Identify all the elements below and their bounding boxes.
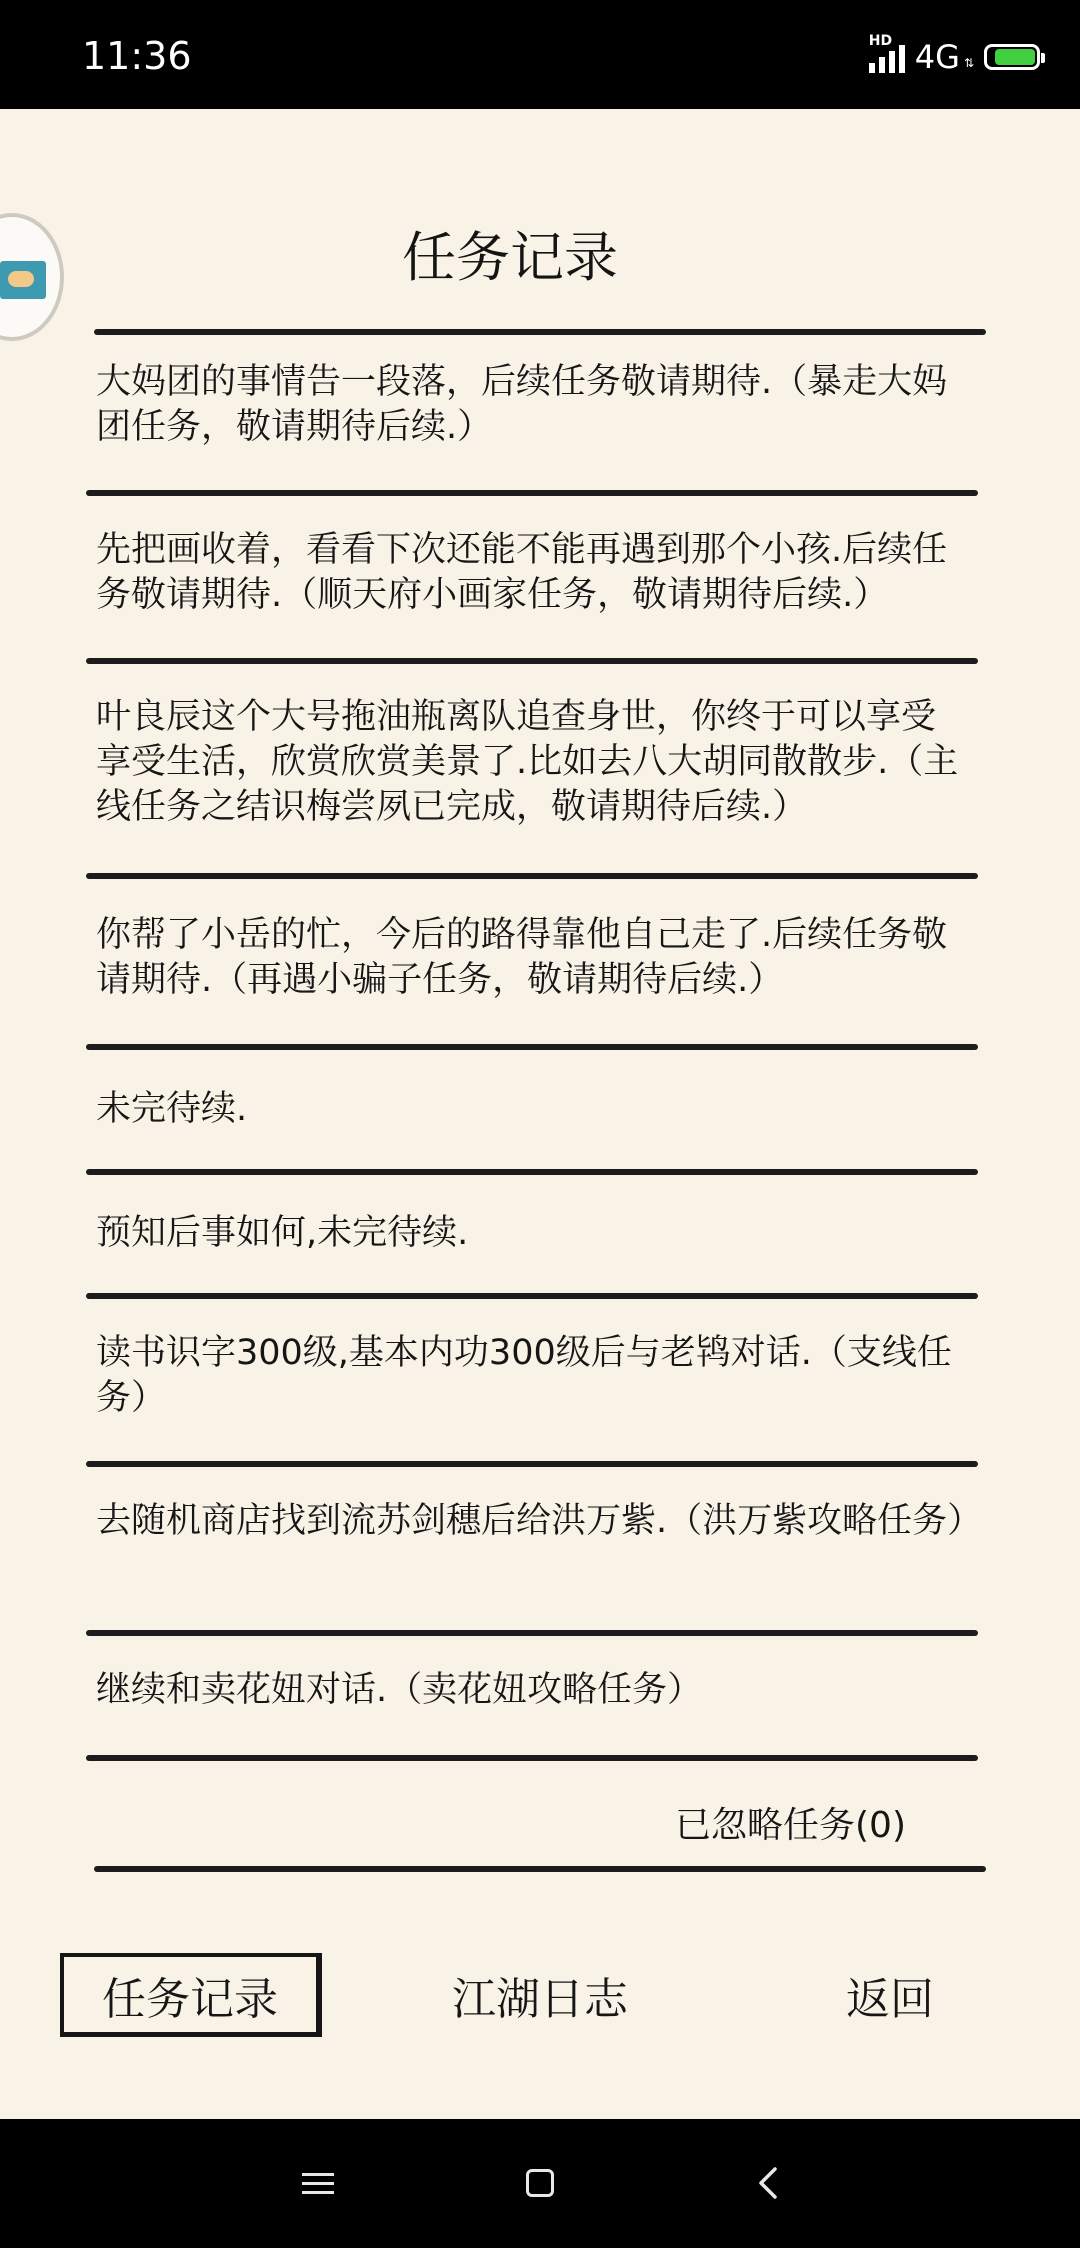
menu-icon[interactable] xyxy=(288,2153,348,2213)
task-item[interactable]: 预知后事如何,未完待续. xyxy=(96,1213,469,1253)
data-activity-icon: ⇅ xyxy=(963,56,974,70)
task-item[interactable]: 继续和卖花妞对话.（卖花妞攻略任务） xyxy=(96,1670,703,1710)
back-icon[interactable] xyxy=(738,2153,798,2213)
task-item[interactable]: 大妈团的事情告一段落，后续任务敬请期待.（暴走大妈团任务，敬请期待后续.） xyxy=(96,362,948,447)
network-type: 4G xyxy=(914,38,960,76)
status-time: 11:36 xyxy=(82,34,192,78)
status-icons xyxy=(868,33,1040,76)
divider xyxy=(86,658,978,664)
status-bar xyxy=(0,0,1080,109)
task-item[interactable]: 叶良辰这个大号拖油瓶离队追查身世，你终于可以享受享受生活，欣赏欣赏美景了.比如去八大胡同散散步.（主线任务之结识梅尝夙已完成，敬请期待后续.） xyxy=(96,697,959,827)
page-title: 任务记录 xyxy=(402,226,618,289)
divider xyxy=(94,1866,986,1872)
divider xyxy=(94,329,986,335)
task-item[interactable]: 去随机商店找到流苏剑穗后给洪万紫.（洪万紫攻略任务） xyxy=(96,1501,983,1541)
divider xyxy=(86,1293,978,1299)
battery-charging-icon xyxy=(984,44,1040,70)
back-button[interactable]: 返回 xyxy=(846,1974,934,2025)
ignored-tasks-button[interactable]: 已忽略任务(0) xyxy=(675,1805,906,1846)
divider xyxy=(86,873,978,879)
divider xyxy=(86,1630,978,1636)
hd-badge: HD xyxy=(868,33,893,49)
task-item[interactable]: 先把画收着，看看下次还能不能再遇到那个小孩.后续任务敬请期待.（顺天府小画家任务，敬请期待后续.） xyxy=(96,530,948,615)
divider xyxy=(86,1461,978,1467)
divider xyxy=(86,1044,978,1050)
tab-task-record[interactable]: 任务记录 xyxy=(60,1953,322,2037)
tab-jianghu-log[interactable]: 江湖日志 xyxy=(452,1974,628,2025)
task-item[interactable]: 未完待续. xyxy=(96,1089,248,1129)
divider xyxy=(86,1755,978,1761)
signal-icon xyxy=(868,33,905,73)
quest-log-screen xyxy=(0,109,1080,2119)
divider xyxy=(86,490,978,496)
task-item[interactable]: 读书识字300级,基本内功300级后与老鸨对话.（支线任务） xyxy=(96,1333,952,1418)
home-icon[interactable] xyxy=(510,2153,570,2213)
task-item[interactable]: 你帮了小岳的忙，今后的路得靠他自己走了.后续任务敬请期待.（再遇小骗子任务，敬请期待后续.） xyxy=(96,915,948,1000)
divider xyxy=(86,1169,978,1175)
system-nav-bar xyxy=(0,2119,1080,2248)
